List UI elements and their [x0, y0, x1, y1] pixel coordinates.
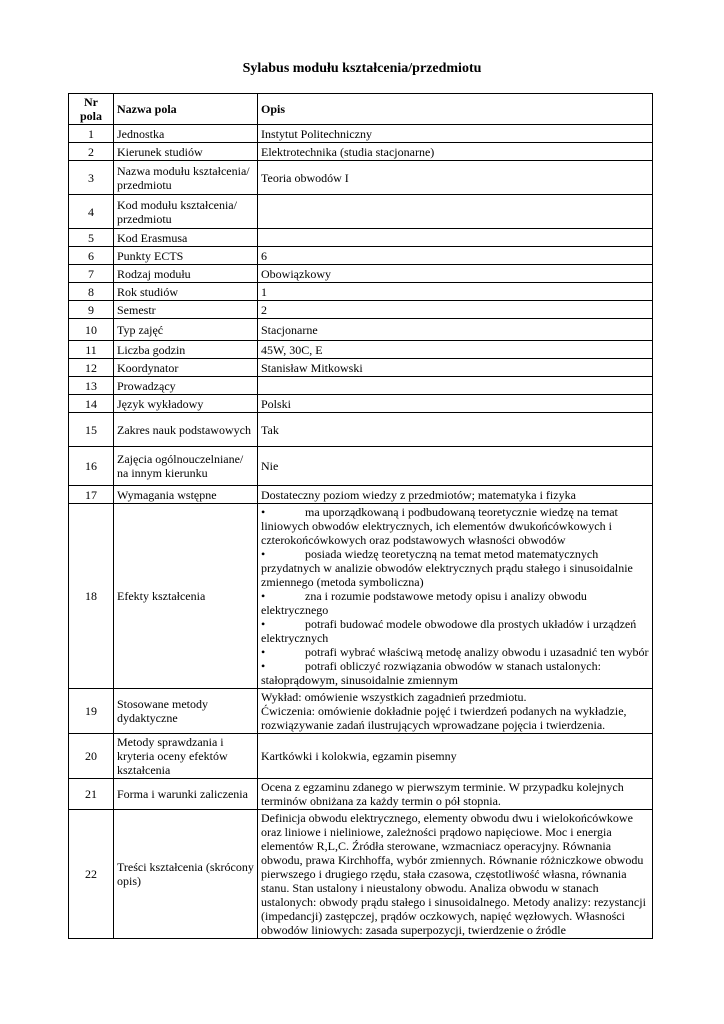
table-row	[69, 161, 653, 195]
row-desc: Polski	[258, 395, 653, 413]
table-row	[69, 359, 653, 377]
table-row	[69, 265, 653, 283]
bullet-icon: •	[261, 505, 266, 519]
bullet-icon: •	[261, 589, 266, 603]
row-nr: 21	[69, 779, 114, 810]
bullet-icon: •	[261, 659, 266, 673]
row-nr: 2	[69, 143, 114, 161]
table-row-course-content	[69, 810, 653, 939]
page-title: Sylabus modułu kształcenia/przedmiotu	[242, 61, 482, 76]
row-nr: 22	[69, 810, 114, 939]
row-name: Koordynator	[114, 359, 258, 377]
row-nr: 16	[69, 447, 114, 486]
row-name: Rok studiów	[114, 283, 258, 301]
row-nr: 13	[69, 377, 114, 395]
table-row	[69, 341, 653, 359]
table-row	[69, 247, 653, 265]
table-row	[69, 283, 653, 301]
row-nr: 20	[69, 734, 114, 779]
row-name: Punkty ECTS	[114, 247, 258, 265]
row-desc	[258, 229, 653, 247]
table-row	[69, 229, 653, 247]
row-name: Rodzaj modułu	[114, 265, 258, 283]
row-nr: 5	[69, 229, 114, 247]
row-name: Wymagania wstępne	[114, 486, 258, 504]
bullet-icon: •	[261, 617, 266, 631]
table-row-teaching-methods	[69, 689, 653, 734]
learning-outcomes-list	[258, 504, 653, 689]
row-desc: Dostateczny poziom wiedzy z przedmiotów; matematyka i fizyka	[258, 486, 653, 504]
header-desc: Opis	[258, 94, 653, 125]
row-desc	[258, 195, 653, 229]
row-name: Kod Erasmusa	[114, 229, 258, 247]
list-item: • posiada wiedzę teoretyczną na temat metod matematycznych przydatnych w analizie obwodów elektrycznych prądu stałego i sinusoidalnie zmiennego (metoda symboliczna)	[261, 547, 633, 589]
table-row-learning-outcomes	[69, 504, 653, 689]
row-desc: Tak	[258, 413, 653, 447]
row-name: Treści kształcenia (skrócony opis)	[114, 810, 258, 939]
row-name: Stosowane metody dydaktyczne	[114, 689, 258, 734]
table-row	[69, 301, 653, 319]
table-row	[69, 447, 653, 486]
row-name: Forma i warunki zaliczenia	[114, 779, 258, 810]
row-nr: 10	[69, 319, 114, 341]
row-name: Kod modułu kształcenia/ przedmiotu	[114, 195, 258, 229]
row-nr: 19	[69, 689, 114, 734]
table-header-row	[69, 94, 653, 125]
row-nr: 6	[69, 247, 114, 265]
exercise-method: Ćwiczenia: omówienie dokładnie pojęć i twierdzeń podanych na wykładzie, rozwiązywanie zadań ilustrujących wprowadzane pojęcia i twierdzenia.	[261, 704, 627, 732]
row-nr: 15	[69, 413, 114, 447]
row-desc: Stanisław Mitkowski	[258, 359, 653, 377]
row-desc: Obowiązkowy	[258, 265, 653, 283]
row-nr: 14	[69, 395, 114, 413]
row-desc: 6	[258, 247, 653, 265]
header-nr: Nr pola	[69, 94, 114, 125]
row-desc: 45W, 30C, E	[258, 341, 653, 359]
row-desc: Teoria obwodów I	[258, 161, 653, 195]
table-row	[69, 395, 653, 413]
row-desc	[258, 377, 653, 395]
row-name: Liczba godzin	[114, 341, 258, 359]
table-row	[69, 319, 653, 341]
table-row	[69, 377, 653, 395]
row-desc: Stacjonarne	[258, 319, 653, 341]
list-item: • potrafi wybrać właściwą metodę analizy obwodu i uzasadnić ten wybór	[261, 645, 649, 659]
row-nr: 3	[69, 161, 114, 195]
row-nr: 4	[69, 195, 114, 229]
row-name: Kierunek studiów	[114, 143, 258, 161]
row-name: Semestr	[114, 301, 258, 319]
syllabus-table	[68, 93, 653, 939]
row-nr: 7	[69, 265, 114, 283]
row-desc: Kartkówki i kolokwia, egzamin pisemny	[258, 734, 653, 779]
row-desc: Ocena z egzaminu zdanego w pierwszym terminie. W przypadku kolejnych terminów obniżana za każdy termin o pół stopnia.	[258, 779, 653, 810]
row-name: Nazwa modułu kształcenia/ przedmiotu	[114, 161, 258, 195]
row-name: Efekty kształcenia	[114, 504, 258, 689]
row-name: Zajęcia ogólnouczelniane/ na innym kierunku	[114, 447, 258, 486]
row-nr: 9	[69, 301, 114, 319]
row-desc: Instytut Politechniczny	[258, 125, 653, 143]
row-nr: 11	[69, 341, 114, 359]
row-desc: Definicja obwodu elektrycznego, elementy obwodu dwu i wielokońcówkowe oraz liniowe i nieliniowe, zależności prądowo napięciowe. Moc i energia elementów R,L,C. Źródła sterowane, wzmacniacz operacyjny. Równania obwodu, prawa Kirchhoffa, wybór zmiennych. Równanie różniczkowe obwodu pierwszego i drugiego rzędu, stała czasowa, częstotliwość własna, równania stanu. Stan ustalony i nieustalony obwodu. Analiza obwodu w stanach ustalonych: obwody prądu stałego i sinusoidalnego. Metody analizy: rezystancji (impedancji) zastępczej, prądów oczkowych, napięć węzłowych. Własności obwodów liniowych: zasada superpozycji, twierdzenie o źródle	[258, 810, 653, 939]
list-item: • potrafi obliczyć rozwiązania obwodów w stanach ustalonych: stałoprądowym, sinusoidalnie zmiennym	[261, 659, 601, 687]
row-name: Typ zajęć	[114, 319, 258, 341]
lecture-method: Wykład: omówienie wszystkich zagadnień przedmiotu.	[261, 690, 527, 704]
table-row-assessment	[69, 734, 653, 779]
list-item: • ma uporządkowaną i podbudowaną teoretycznie wiedzę na temat liniowych obwodów elektrycznych, ich elementów dwukońcówkowych i czterokońcówkowych oraz podstawowych własności obwodów	[261, 505, 618, 547]
bullet-icon: •	[261, 645, 266, 659]
row-name: Zakres nauk podstawowych	[114, 413, 258, 447]
header-name: Nazwa pola	[114, 94, 258, 125]
row-desc: 1	[258, 283, 653, 301]
row-nr: 8	[69, 283, 114, 301]
row-nr: 12	[69, 359, 114, 377]
row-name: Język wykładowy	[114, 395, 258, 413]
bullet-icon: •	[261, 547, 266, 561]
row-desc	[258, 689, 653, 734]
table-row	[69, 125, 653, 143]
table-row	[69, 413, 653, 447]
row-nr: 1	[69, 125, 114, 143]
list-item: • zna i rozumie podstawowe metody opisu i analizy obwodu elektrycznego	[261, 589, 587, 617]
row-desc: Nie	[258, 447, 653, 486]
row-desc: Elektrotechnika (studia stacjonarne)	[258, 143, 653, 161]
table-row	[69, 195, 653, 229]
row-nr: 18	[69, 504, 114, 689]
list-item: • potrafi budować modele obwodowe dla prostych układów i urządzeń elektrycznych	[261, 617, 637, 645]
row-name: Metody sprawdzania i kryteria oceny efektów kształcenia	[114, 734, 258, 779]
row-nr: 17	[69, 486, 114, 504]
row-desc: 2	[258, 301, 653, 319]
row-name: Jednostka	[114, 125, 258, 143]
table-row	[69, 143, 653, 161]
table-row-credit-conditions	[69, 779, 653, 810]
row-name: Prowadzący	[114, 377, 258, 395]
table-row	[69, 486, 653, 504]
